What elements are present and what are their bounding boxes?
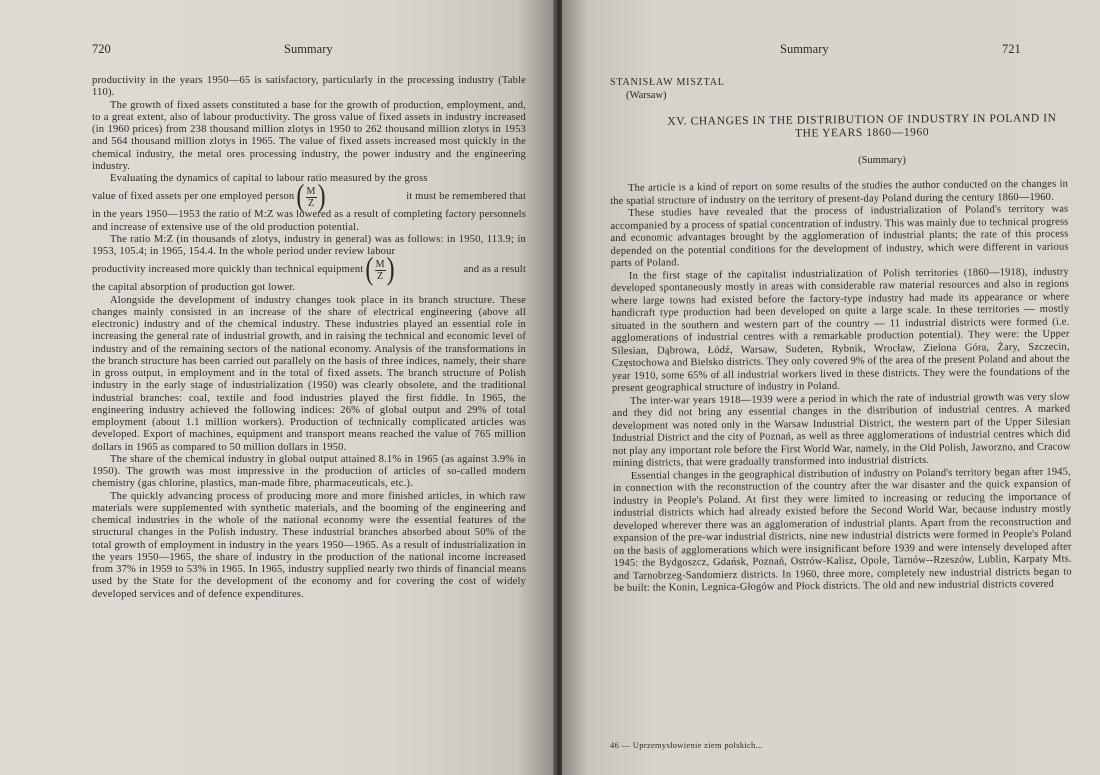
paragraph: The quickly advancing process of producing more and more finished articles, in which raw materials were supplemented with synthetic materials, and the booming of the engineering and chemical industries in the whole of the national economy were the essential features of the structural changes in the Polish industry. These industrial branches absorbed about 50% of the total growth of employment in industry in the years 1950—1965. As a result of industrialization in the years 1950—1965, the share of industry in the production of the national income increased from 37% in 1959 to 53% in 1965. In 1965, industry supplied nearly two thirds of financial means used by the State for the development of the economy and for covering the cost of widely developed services and of defence expenditures. xyxy=(92,490,526,600)
author-affiliation: (Warsaw) xyxy=(626,90,667,101)
fraction-denominator: Z xyxy=(307,197,315,209)
right-page-number: 721 xyxy=(1002,42,1021,56)
fraction-m-over-z: ( $\frac{M}{Z}$ ) xyxy=(296,180,326,215)
page-footer: 46 — Uprzemysłowienie ziem polskich... xyxy=(610,740,763,750)
chapter-subtitle: (Summary) xyxy=(858,155,906,166)
paragraph: in the years 1950—1953 the ratio of M:Z was lowered as a result of completing factory personnels and increase of extensive use of the old production potential. xyxy=(92,209,526,233)
text-span: Evaluating the dynamics of capital to labour ratio measured by the gross xyxy=(110,173,428,184)
paragraph: The share of the chemical industry in global output attained 8.1% in 1965 (as against 3.9% in 1950). The growth was most impressive in the production of articles of so-called modern chemistry (gas chlorine, plastics, man-made fibre, pharmaceuticals, etc.). xyxy=(92,453,526,490)
author-name: STANISŁAW MISZTAL xyxy=(610,77,725,88)
paragraph: The article is a kind of report on some results of the studies the author conducted on the changes in the spatial structure of industry on the territory of present-day Poland during the century 1860—1960. xyxy=(610,178,1069,207)
paragraph: In the first stage of the capitalist industrialization of Polish territories (1860—1918), industry developed spontaneously mostly in areas with considerable raw material resources and also in regions where large towns had existed before the factory-type industry had made its appearance or where handicraft type production had been developed on quite a large scale. In these territories — mostly situated in the southern and western part of the country — 11 industrial districts were formed (i.e. agglomerations of industrial centres with a remarkable production potential). They were: the Upper Silesian, Dąbrowa, Łódź, Warsaw, Sudeten, Rybnik, Wrocław, Zielona Góra, Żary, Szczecin, Częstochowa and Bielsko districts. They only covered 9% of the area of the present Poland and about the year 1910, some 65% of all industrial workers lived in these districts. They were the foundations of the present geographical structure of industry in Poland. xyxy=(610,266,1070,394)
right-running-head: Summary xyxy=(780,42,829,56)
text-span: it must be remembered that xyxy=(406,191,526,203)
left-body-text xyxy=(92,75,526,601)
paragraph-formula-2 xyxy=(92,234,526,259)
fraction-numerator: M xyxy=(375,258,385,270)
text-span: productivity increased more quickly than technical equipment xyxy=(92,264,364,276)
paragraph: The growth of fixed assets constituted a base for the growth of production, employment, and, to a great extent, also of labour productivity. The gross value of fixed assets in industry increased (in 1960 prices) from 238 thousand million zlotys in 1950 to 262 thousand million zlotys in 1953 and 564 thousand million zlotys in 1965. The value of fixed assets increased most quickly in the chemical industry, the metal ores processing industry, the power industry and the engineering industry. xyxy=(92,99,526,172)
paragraph: productivity in the years 1950—65 is satisfactory, particularly in the processing industry (Table 110). xyxy=(92,75,526,99)
left-running-head: Summary xyxy=(284,42,333,56)
left-page-number: 720 xyxy=(92,42,111,56)
paragraph: the capital absorption of production got lower. xyxy=(92,282,296,294)
paragraph: The inter-war years 1918—1939 were a period in which the rate of industrial growth was very slow and they did not bring any essential changes in the distribution of industrial centres. A marked development was noted only in the Warsaw Industrial District, the western part of the Upper Silesian Industrial District and the city of Poznań, as well as three agglomerations of industrial centres which did not play any important role before the First World War, namely, in the Old Polish, Jaworzno, and Cracow mining districts, that were gradually transformed into industrial districts. xyxy=(612,391,1071,469)
right-page xyxy=(562,0,1100,775)
fraction-m-over-z: ( $\frac{M}{Z}$ ) xyxy=(365,253,395,288)
paragraph: These studies have revealed that the process of industrialization of Poland's territory was accompanied by a process of spatial concentration of industry. This was mainly due to technical progress and economic advantages brought by the agglomeration of industrial plants; the rate of this process depended on the potential conditions for the development of industry, which were different in various parts of Poland. xyxy=(610,203,1069,269)
fraction-numerator: M xyxy=(306,185,316,197)
formula-line-1 xyxy=(92,180,526,215)
text-span: and as a result xyxy=(463,264,526,276)
right-body-text xyxy=(610,179,1072,596)
paragraph-formula-1 xyxy=(92,173,526,185)
chapter-title: XV. CHANGES IN THE DISTRIBUTION OF INDUSTRY IN POLAND IN THE YEARS 1860—1960 xyxy=(667,112,1057,140)
paragraph: Essential changes in the geographical distribution of industry on Poland's territory began after 1945, in connection with the reconstruction of the country after the war disaster and the quick expansion of industry in People's Poland. At first they were limited to increasing or reducing the importance of industrial districts which had already existed before the Second World War, because industry mostly developed wherever there was an agglomeration of industrial plants. Apart from the reconstruction and expansion of the pre-war industrial districts, nine new industrial districts were formed in People's Poland on the basis of agglomerations which were insignificant before 1939 and were intensely developed after 1945: the Bydgoszcz, Gdańsk, Poznań, Ostrów-Kalisz, Opole, Tarnów--Rzeszów, Lublin, Karpaty Mts. and Tarnobrzeg-Sandomierz districts. In 1960, three more, completely new industrial districts began to be built: the Konin, Legnica-Głogów and Płock districts. The old and new industrial districts covered xyxy=(612,466,1072,594)
fraction-denominator: Z xyxy=(376,270,384,282)
paragraph: Alongside the development of industry changes took place in its branch structure. These changes mainly consisted in an increase of the share of electrical engineering (above all electronic) industry and of the chemical industry. These industries played an essential role in increasing the general rate of industrial growth, and in raising the technical and economic level of industry and of the remaining sectors of the national economy. Analysis of the transformations in the branch structure has been carried out parallely on the basis of three indices, namely, their share in gross output, in employment and in the total of fixed assets. The branch structure of Polish industry in the early stage of industrialization (1950) was clearly obsolete, and the traditional industrial branches: coal, textile and food industries played the first fiddle. In 1965, the engineering industry achieved the following indices: 26% of global output and 29% of total employment (about 1.1 million workers). Production of technically complicated articles was developed. Export of machines, equipment and transport means reached the value of 765 million dollars in 1965 as compared to 50 million dollars in 1950. xyxy=(92,294,526,453)
text-span: The ratio M:Z (in thousands of zlotys, industry in general) was as follows: in 1950, 113.9; in 1953, 105.4; in 1965, 154.4. In the whole period under review labour xyxy=(92,233,526,257)
text-span: value of fixed assets per one employed person xyxy=(92,191,295,203)
